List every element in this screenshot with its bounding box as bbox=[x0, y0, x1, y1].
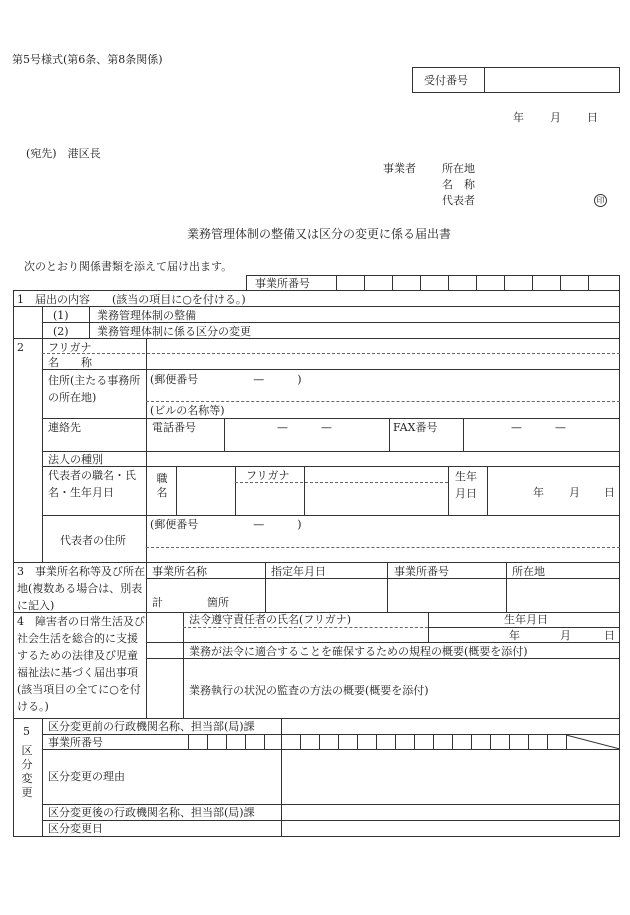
section2-contact-label: 連絡先 bbox=[48, 421, 81, 434]
birth-year-label: 年 bbox=[533, 486, 544, 499]
applicant-address-label: 所在地 bbox=[442, 162, 475, 175]
phone-field[interactable] bbox=[226, 420, 386, 450]
section4-month: 月 bbox=[560, 629, 571, 642]
seal-mark-icon: 印 bbox=[594, 194, 607, 207]
section4-audit: 業務執行の状況の監査の方法の概要(概要を添付) bbox=[189, 684, 429, 697]
intro-text: 次のとおり関係書類を添えて届け出ます。 bbox=[24, 260, 233, 273]
section4-label: 4 障害者の日常生活及び社会生活を総合的に支援するための法律及び児童福祉法に基づく届出事項(該当項目の全てに○を付ける。) bbox=[17, 615, 145, 713]
section1-item2-no: (2) bbox=[53, 325, 69, 338]
form-number: 第5号様式(第6条、第8条関係) bbox=[12, 53, 163, 66]
receipt-number-field[interactable] bbox=[486, 68, 618, 92]
applicant-representative-label: 代表者 bbox=[442, 194, 475, 207]
section3-col-office-name: 事業所名称 bbox=[152, 565, 207, 578]
addressee: (宛先) 港区長 bbox=[26, 147, 101, 160]
section4-rules: 業務が法令に適合することを確保するための規程の概要(概要を添付) bbox=[189, 645, 528, 658]
section1-item1-no: (1) bbox=[53, 309, 69, 322]
section2-phone-label: 電話番号 bbox=[152, 421, 196, 434]
section2-address-label: 住所(主たる事務所の所在地) bbox=[48, 374, 141, 404]
section2-title-label: 職名 bbox=[156, 472, 168, 499]
section5-number: 5 bbox=[23, 725, 30, 738]
section2-corp-type-label: 法人の種別 bbox=[48, 453, 103, 466]
date-year-label: 年 bbox=[513, 111, 524, 124]
section5-office-number-label: 事業所番号 bbox=[48, 736, 103, 749]
section4-year: 年 bbox=[509, 629, 520, 642]
section2-rep-address-label: 代表者の住所 bbox=[60, 534, 126, 547]
change-date-field[interactable] bbox=[283, 821, 618, 835]
section2-building: (ビルの名称等) bbox=[150, 404, 225, 417]
section2-birth-label: 生年月日 bbox=[455, 470, 477, 500]
section5-date-label: 区分変更日 bbox=[48, 822, 103, 835]
change-reason-field[interactable] bbox=[283, 751, 618, 802]
section5-after-label: 区分変更後の行政機関名称、担当部(局)課 bbox=[48, 806, 255, 819]
section1-item1-label[interactable]: 業務管理体制の整備 bbox=[97, 309, 196, 322]
birth-day-label: 日 bbox=[604, 486, 615, 499]
section1-heading: 1 届出の内容 (該当の項目に○を付ける。) bbox=[17, 293, 246, 306]
office-number-label: 事業所番号 bbox=[255, 277, 310, 290]
date-month-label: 月 bbox=[550, 111, 561, 124]
section2-rep-info-label: 代表者の職名・氏名・生年月日 bbox=[48, 469, 136, 499]
section4-day: 日 bbox=[604, 629, 615, 642]
section3-total: 計 箇所 bbox=[152, 596, 229, 609]
birth-month-label: 月 bbox=[569, 486, 580, 499]
section2-name-field[interactable] bbox=[148, 340, 618, 368]
rep-address-field[interactable] bbox=[148, 531, 618, 560]
section3-label: 3 事業所名称等及び所在地(複数ある場合は、別表に記入) bbox=[17, 565, 145, 612]
section5-vertical-label: 区分変更 bbox=[21, 744, 33, 799]
section3-col-location: 所在地 bbox=[512, 565, 545, 578]
section4-compliance-officer: 法令遵守責任者の氏名(フリガナ) bbox=[189, 613, 352, 626]
section2-furigana-label: フリガナ bbox=[48, 341, 92, 354]
document-title: 業務管理体制の整備又は区分の変更に係る届出書 bbox=[187, 227, 452, 241]
section2-furigana2-label: フリガナ bbox=[246, 469, 290, 482]
applicant-label: 事業者 bbox=[383, 162, 416, 175]
section2-phone-dash: — — bbox=[277, 421, 332, 434]
section2-fax-dash: — — bbox=[511, 421, 566, 434]
section2-fax-label: FAX番号 bbox=[393, 421, 438, 434]
section5-reason-label: 区分変更の理由 bbox=[48, 770, 125, 783]
after-agency-field[interactable] bbox=[283, 805, 618, 819]
section5-before-label: 区分変更前の行政機関名称、担当部(局)課 bbox=[48, 720, 255, 733]
section2-rep-postal: (郵便番号 — ) bbox=[150, 518, 302, 531]
fax-field[interactable] bbox=[465, 420, 618, 450]
section2-name-label: 名 称 bbox=[48, 356, 92, 369]
section4-birth-label: 生年月日 bbox=[504, 613, 548, 626]
section3-col-office-number: 事業所番号 bbox=[394, 565, 449, 578]
section2-postal: (郵便番号 — ) bbox=[150, 373, 302, 386]
section2-number: 2 bbox=[17, 341, 24, 354]
receipt-number-label: 受付番号 bbox=[424, 74, 468, 87]
section1-item2-label[interactable]: 業務管理体制に係る区分の変更 bbox=[97, 325, 251, 338]
section2-address-field[interactable] bbox=[148, 386, 618, 418]
section3-col-designated: 指定年月日 bbox=[271, 565, 326, 578]
diagonal-slash-icon bbox=[566, 734, 620, 750]
date-day-label: 日 bbox=[587, 111, 598, 124]
applicant-name-label: 名 称 bbox=[442, 178, 475, 191]
corp-type-field[interactable] bbox=[148, 452, 618, 465]
before-agency-field[interactable] bbox=[283, 719, 618, 733]
